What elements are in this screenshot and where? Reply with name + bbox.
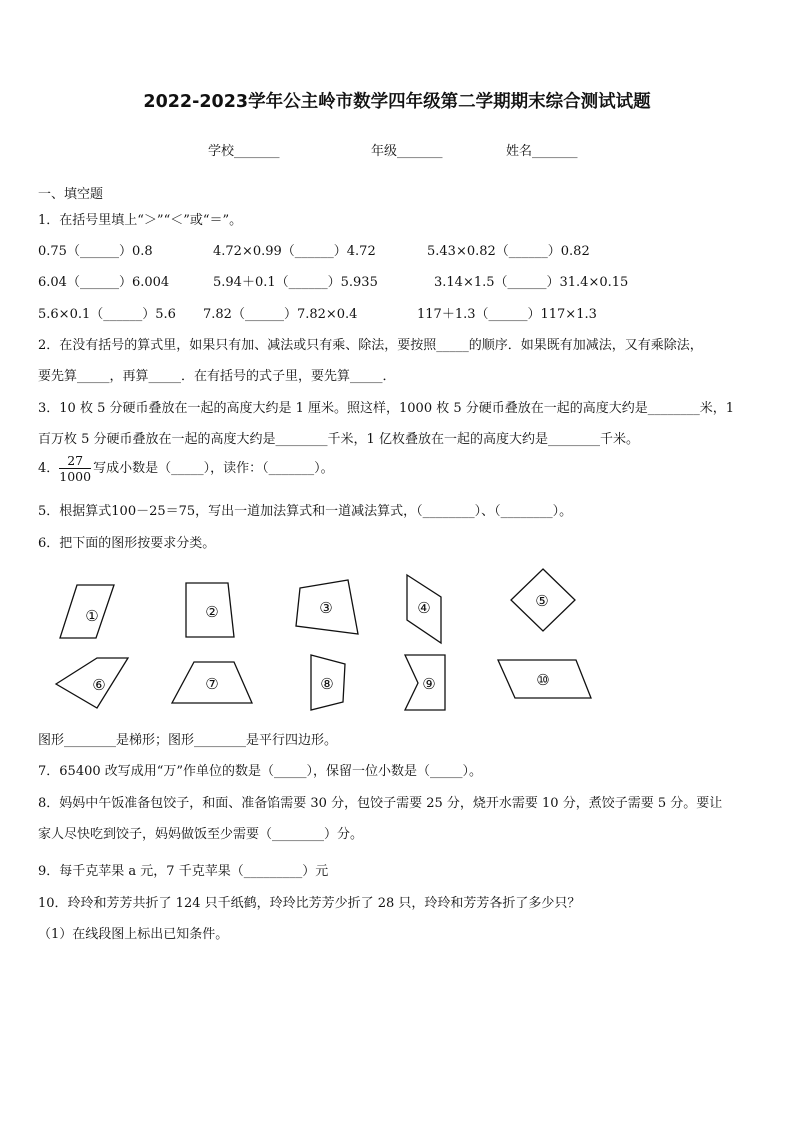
shape-1-label: ① [85, 607, 99, 625]
q1-row2-col2: 5.94＋0.1（______）5.935 [213, 275, 378, 290]
question-3-line1: 3．10 枚 5 分硬币叠放在一起的高度大约是 1 厘米。照这样，1000 枚 5 分硬币叠放在一起的高度大约是________米，1 [38, 401, 735, 416]
q4-prefix: 4． [38, 461, 60, 476]
question-7: 7．65400 改写成用“万”作单位的数是（_____），保留一位小数是（_____）。 [38, 764, 483, 779]
grade-field [371, 140, 443, 159]
question-9: 9．每千克苹果 a 元，7 千克苹果（_________）元 [38, 864, 329, 879]
question-4 [38, 453, 334, 484]
question-3-line2: 百万枚 5 分硬币叠放在一起的高度大约是________千米，1 亿枚叠放在一起的高度大约是________千米。 [38, 432, 639, 447]
shape-2-label: ② [205, 603, 219, 621]
q1-row1-col1: 0.75（______）0.8 [38, 244, 153, 259]
fraction [59, 453, 91, 484]
shape-5-label: ⑤ [535, 592, 549, 610]
q1-row3-col3: 117＋1.3（______）117×1.3 [417, 307, 597, 322]
shape-9-label: ⑨ [422, 675, 436, 693]
name-label: 姓名 [506, 144, 533, 159]
question-6: 6．把下面的图形按要求分类。 [38, 536, 216, 551]
question-10: 10．玲玲和芳芳共折了 124 只千纸鹤，玲玲比芳芳少折了 28 只，玲玲和芳芳各折了多少只？ [38, 896, 581, 911]
q1-row3-col1: 5.6×0.1（______）5.6 [38, 307, 176, 322]
page-title: 2022-2023学年公主岭市数学四年级第二学期期末综合测试试题 [143, 92, 651, 112]
question-8-line2: 家人尽快吃到饺子，妈妈做饭至少需要（________）分。 [38, 827, 364, 842]
q1-row2-col1: 6.04（______）6.004 [38, 275, 170, 290]
question-5: 5．根据算式100－25＝75，写出一道加法算式和一道减法算式，（________）、（________）。 [38, 504, 573, 519]
school-blank: _______ [234, 144, 280, 159]
fraction-numerator: 27 [59, 453, 91, 469]
name-field [506, 140, 578, 159]
shapes-figure [0, 560, 794, 720]
question-6-answer: 图形________是梯形；图形________是平行四边形。 [38, 733, 338, 748]
shape-7-label: ⑦ [205, 675, 219, 693]
grade-blank: _______ [397, 144, 443, 159]
question-2-line2: 要先算_____，再算_____．在有括号的式子里，要先算_____． [38, 369, 396, 384]
name-blank: _______ [532, 144, 578, 159]
q1-row1-col3: 5.43×0.82（______）0.82 [427, 244, 590, 259]
fraction-denominator: 1000 [59, 469, 92, 484]
shape-10-label: ⑩ [536, 671, 550, 689]
question-10-part1: （1）在线段图上标出已知条件。 [38, 927, 229, 942]
shape-8-label: ⑧ [320, 675, 334, 693]
section-heading: 一、填空题 [38, 187, 104, 202]
question-2-line1: 2．在没有括号的算式里，如果只有加、减法或只有乘、除法，要按照_____的顺序．如果既有加减法，又有乘除法， [38, 338, 703, 353]
question-8-line1: 8．妈妈中午饭准备包饺子，和面、准备馅需要 30 分，包饺子需要 25 分，烧开水需要 10 分，煮饺子需要 5 分。要让 [38, 796, 723, 811]
q1-row1-col2: 4.72×0.99（______）4.72 [213, 244, 376, 259]
school-field [208, 140, 280, 159]
grade-label: 年级 [371, 144, 398, 159]
school-label: 学校 [208, 144, 235, 159]
shape-6-label: ⑥ [92, 676, 106, 694]
q4-text: 写成小数是（_____），读作：（_______）。 [93, 461, 334, 476]
shape-3-label: ③ [319, 599, 333, 617]
question-1: 1．在括号里填上“＞”“＜”或“＝”。 [38, 213, 243, 228]
q1-row3-col2: 7.82（______）7.82×0.4 [203, 307, 358, 322]
shape-4-label: ④ [417, 599, 431, 617]
q1-row2-col3: 3.14×1.5（______）31.4×0.15 [434, 275, 629, 290]
